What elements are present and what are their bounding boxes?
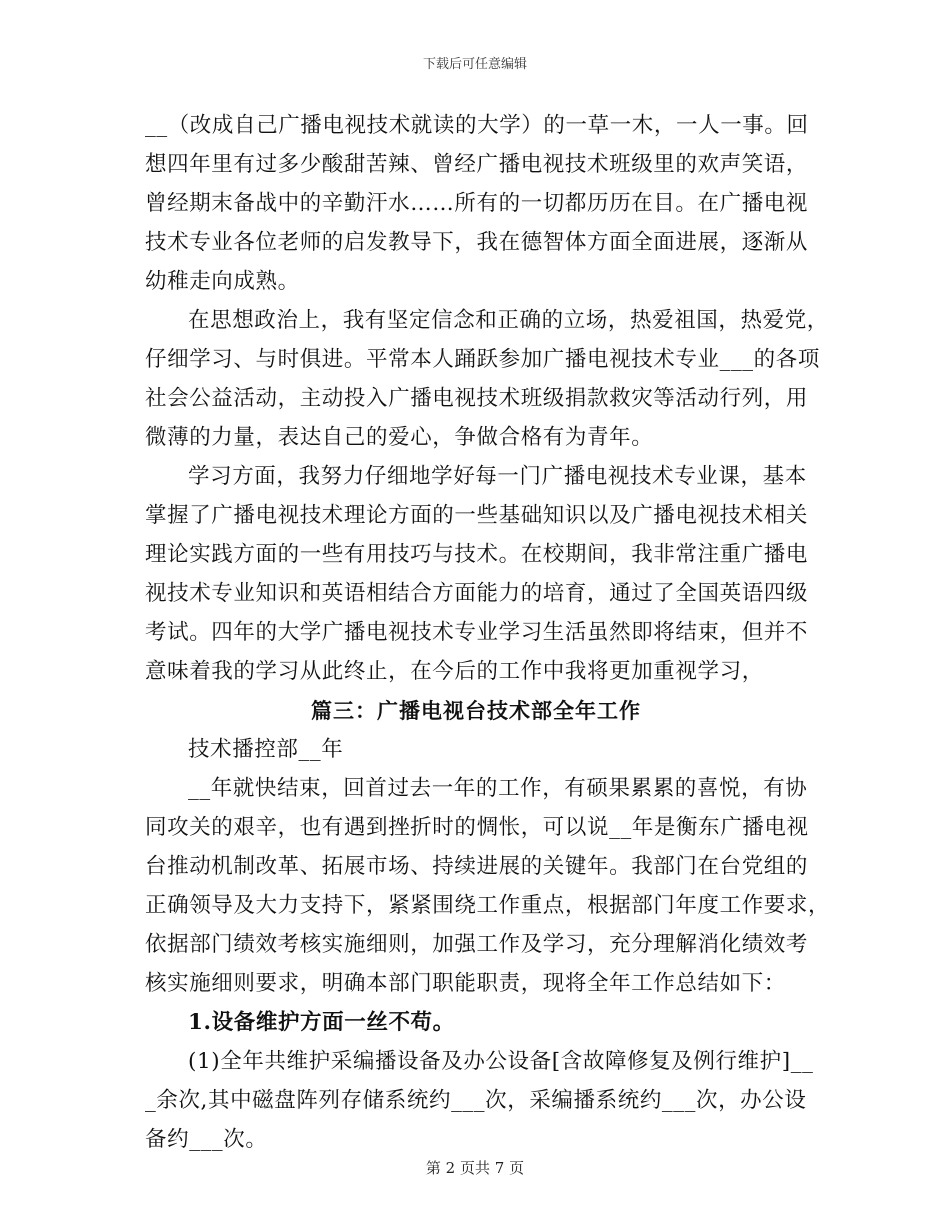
text-line: __（改成自己广播电视技术就读的大学）的一草一木，一人一事。回 <box>145 113 809 138</box>
section-subtitle: 技术播控部__年 <box>188 737 344 762</box>
text-line: 理论实践方面的一些有用技巧与技术。在校期间，我非常注重广播电 <box>145 542 809 567</box>
text-line: 核实施细则要求，明确本部门职能职责，现将全年工作总结如下： <box>145 971 786 996</box>
section-heading: 篇三：广播电视台技术部全年工作 <box>311 698 641 723</box>
text-line: 学习方面，我努力仔细地学好每一门广播电视技术专业课，基本 <box>188 464 807 489</box>
text-line: 考试。四年的大学广播电视技术专业学习生活虽然即将结束，但并不 <box>145 620 809 645</box>
paragraph-4 <box>145 769 831 1003</box>
paragraph-3 <box>145 457 807 691</box>
text-line: 掌握了广播电视技术理论方面的一些基础知识以及广播电视技术相关 <box>145 503 809 528</box>
paragraph-5 <box>145 1042 814 1159</box>
text-line: 想四年里有过多少酸甜苦辣、曾经广播电视技术班级里的欢声笑语， <box>145 152 809 177</box>
text-line: 备约___次。 <box>145 1127 268 1152</box>
text-line: 仔细学习、与时俱进。平常本人踊跃参加广播电视技术专业___的各项 <box>145 347 820 372</box>
page-header: 下载后可任意编辑 <box>422 57 527 72</box>
text-line: _余次,其中磁盘阵列存储系统约___次，采编播系统约___次，办公设 <box>145 1088 807 1113</box>
text-line: 曾经期末备战中的辛勤汗水……所有的一切都历历在目。在广播电视 <box>145 191 809 216</box>
text-line: 社会公益活动，主动投入广播电视技术班级捐款救灾等活动行列，用 <box>145 386 809 411</box>
text-line: 幼稚走向成熟。 <box>145 269 300 294</box>
text-line: 微薄的力量，表达自己的爱心，争做合格有为青年。 <box>145 425 654 450</box>
text-line: 依据部门绩效考核实施细则，加强工作及学习，充分理解消化绩效考 <box>145 932 809 957</box>
paragraph-1 <box>145 106 807 301</box>
paragraph-2 <box>145 301 829 457</box>
text-line: 正确领导及大力支持下，紧紧围绕工作重点，根据部门年度工作要求， <box>145 893 831 918</box>
document-body <box>145 106 831 1159</box>
text-line: 同攻关的艰辛，也有遇到挫折时的惆怅，可以说__年是衡东广播电视 <box>145 815 809 840</box>
page-footer: 第 2 页共 7 页 <box>425 1159 525 1177</box>
text-line: 台推动机制改革、拓展市场、持续进展的关键年。我部门在台党组的 <box>145 854 809 879</box>
text-line: 技术专业各位老师的启发教导下，我在德智体方面全面进展，逐渐从 <box>145 230 809 255</box>
text-line: 意味着我的学习从此终止，在今后的工作中我将更加重视学习， <box>145 659 764 684</box>
text-line: 在思想政治上，我有坚定信念和正确的立场，热爱祖国，热爱党， <box>188 308 829 333</box>
text-line: __年就快结束，回首过去一年的工作，有硕果累累的喜悦，有协 <box>188 776 808 801</box>
text-line: 视技术专业知识和英语相结合方面能力的培育，通过了全国英语四级 <box>145 581 809 606</box>
point-1-heading: 1.设备维护方面一丝不苟。 <box>188 1010 455 1035</box>
text-line: (1)全年共维护采编播设备及办公设备[含故障修复及例行维护]__ <box>188 1049 814 1074</box>
